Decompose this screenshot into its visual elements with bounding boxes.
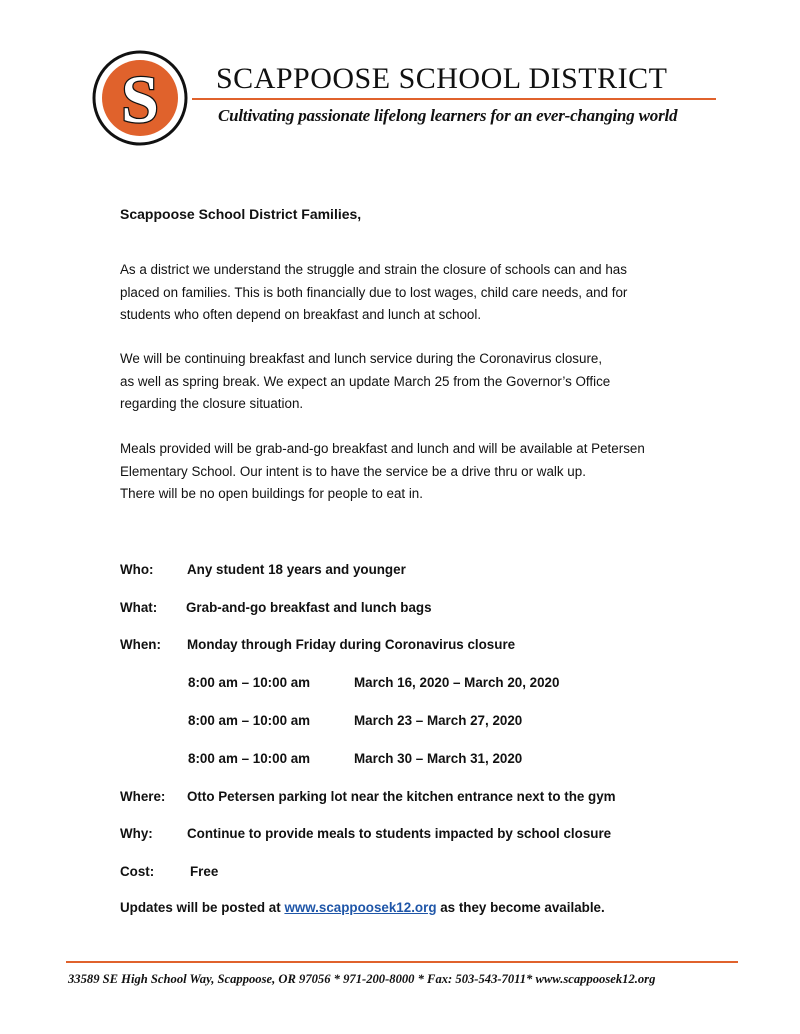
paragraph-line: regarding the closure situation. [120, 396, 304, 411]
schedule-dates: March 16, 2020 – March 20, 2020 [354, 675, 560, 690]
detail-value: Otto Petersen parking lot near the kitchen entrance next to the gym [187, 789, 616, 804]
schedule-row [188, 713, 523, 728]
paragraph-line: students who often depend on breakfast and lunch at school. [120, 307, 482, 322]
footer-address: 33589 SE High School Way, Scappoose, OR 97056 * 971-200-8000 * Fax: 503-543-7011* www.scappoosek12.org [68, 972, 656, 986]
paragraph-line: Elementary School. Our intent is to have the service be a drive thru or walk up. [120, 463, 586, 479]
schedule-row [188, 751, 523, 766]
detail-label: Why: [120, 826, 153, 841]
detail-label: Where: [120, 789, 166, 804]
detail-label: What: [120, 600, 158, 615]
paragraph-2 [120, 348, 720, 416]
header-divider [192, 98, 716, 100]
detail-label: Who: [120, 562, 154, 577]
detail-value: Any student 18 years and younger [187, 562, 406, 577]
updates-note [120, 900, 605, 915]
schedule-dates: March 30 – March 31, 2020 [354, 751, 523, 766]
letter-greeting: Scappoose School District Families, [120, 206, 362, 222]
schedule-time: 8:00 am – 10:00 am [188, 751, 311, 766]
detail-label: When: [120, 637, 161, 652]
district-tagline: Cultivating passionate lifelong learners for an ever-changing world [218, 106, 678, 125]
updates-prefix: Updates will be posted at [120, 900, 285, 915]
schedule-time: 8:00 am – 10:00 am [188, 713, 311, 728]
district-name: SCAPPOOSE SCHOOL DISTRICT [216, 62, 668, 95]
paragraph-line: As a district we understand the struggle and strain the closure of schools can and has [120, 262, 627, 277]
paragraph-1 [120, 259, 720, 327]
website-link[interactable]: www.scappoosek12.org [284, 900, 437, 915]
paragraph-line: There will be no open buildings for people to eat in. [120, 486, 423, 501]
detail-label: Cost: [120, 864, 155, 879]
detail-value: Continue to provide meals to students impacted by school closure [187, 826, 612, 841]
detail-value: Monday through Friday during Coronavirus closure [187, 637, 516, 652]
detail-value: Grab-and-go breakfast and lunch bags [186, 600, 432, 615]
paragraph-line: Meals provided will be grab-and-go breakfast and lunch and will be available at Petersen [120, 441, 645, 456]
schedule-dates: March 23 – March 27, 2020 [354, 713, 523, 728]
paragraph-line: as well as spring break. We expect an update March 25 from the Governor’s Office [120, 373, 611, 389]
logo-letter: S [121, 61, 159, 137]
footer-divider [66, 961, 738, 963]
updates-suffix: as they become available. [436, 900, 605, 915]
paragraph-line: We will be continuing breakfast and lunch service during the Coronavirus closure, [120, 351, 603, 366]
paragraph-3 [120, 438, 720, 506]
paragraph-line: placed on families. This is both financially due to lost wages, child care needs, and for [120, 284, 628, 300]
schedule-time: 8:00 am – 10:00 am [188, 675, 311, 690]
schedule-row [188, 675, 560, 690]
district-logo [92, 50, 188, 146]
detail-value: Free [190, 864, 219, 879]
